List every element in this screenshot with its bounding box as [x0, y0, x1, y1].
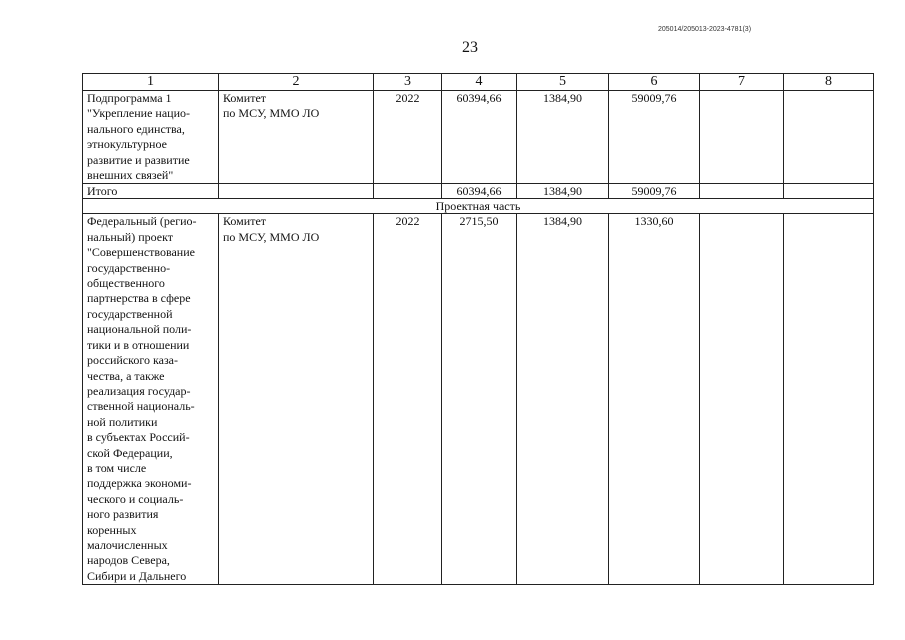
value-col5-cell: 1384,90	[517, 91, 609, 184]
year-cell: 2022	[374, 91, 442, 184]
document-id: 205014/205013-2023-4781(3)	[658, 26, 752, 33]
value-col8-cell	[784, 91, 874, 184]
column-header: 5	[517, 74, 609, 91]
grantor-cell	[219, 184, 374, 199]
program-name-cell: Федеральный (регио- нальный) проект "Совершенствование государственно- общественного партнерства в сфере государственной национальной поли- тики и в отношении российского каза- чества, а также реализация государ- ственной националь- ной политики в субъектах Россий- ской Федерации, в том числе поддержка экономи- ческого и социаль- ного развития коренных малочисленных народов Севера, Сибири и Дальнего	[83, 214, 219, 585]
year-cell	[374, 184, 442, 199]
value-col6-cell: 59009,76	[609, 91, 700, 184]
value-col4-cell: 60394,66	[442, 91, 517, 184]
column-header: 3	[374, 74, 442, 91]
column-header: 1	[83, 74, 219, 91]
column-header: 7	[700, 74, 784, 91]
table-row-total	[83, 184, 874, 199]
value-col7-cell	[700, 184, 784, 199]
program-name-cell: Итого	[83, 184, 219, 199]
page-number: 23	[462, 39, 478, 56]
value-col8-cell	[784, 184, 874, 199]
grantor-cell: Комитет по МСУ, ММО ЛО	[219, 91, 374, 184]
value-col6-cell: 1330,60	[609, 214, 700, 585]
table-row-subprogram	[83, 91, 874, 184]
value-col5-cell: 1384,90	[517, 214, 609, 585]
value-col4-cell: 60394,66	[442, 184, 517, 199]
value-col5-cell: 1384,90	[517, 184, 609, 199]
value-col7-cell	[700, 214, 784, 585]
value-col7-cell	[700, 91, 784, 184]
section-heading-cell: Проектная часть	[83, 199, 874, 214]
column-header: 8	[784, 74, 874, 91]
value-col6-cell: 59009,76	[609, 184, 700, 199]
table-header-row	[83, 74, 874, 91]
column-header: 6	[609, 74, 700, 91]
table-row-section	[83, 199, 874, 214]
grantor-cell: Комитет по МСУ, ММО ЛО	[219, 214, 374, 585]
budget-table	[82, 73, 874, 585]
program-name-cell: Подпрограмма 1 "Укрепление нацио- нального единства, этнокультурное развитие и развитие внешних связей"	[83, 91, 219, 184]
value-col4-cell: 2715,50	[442, 214, 517, 585]
column-header: 4	[442, 74, 517, 91]
column-header: 2	[219, 74, 374, 91]
year-cell: 2022	[374, 214, 442, 585]
value-col8-cell	[784, 214, 874, 585]
table-row-federal-project	[83, 214, 874, 585]
